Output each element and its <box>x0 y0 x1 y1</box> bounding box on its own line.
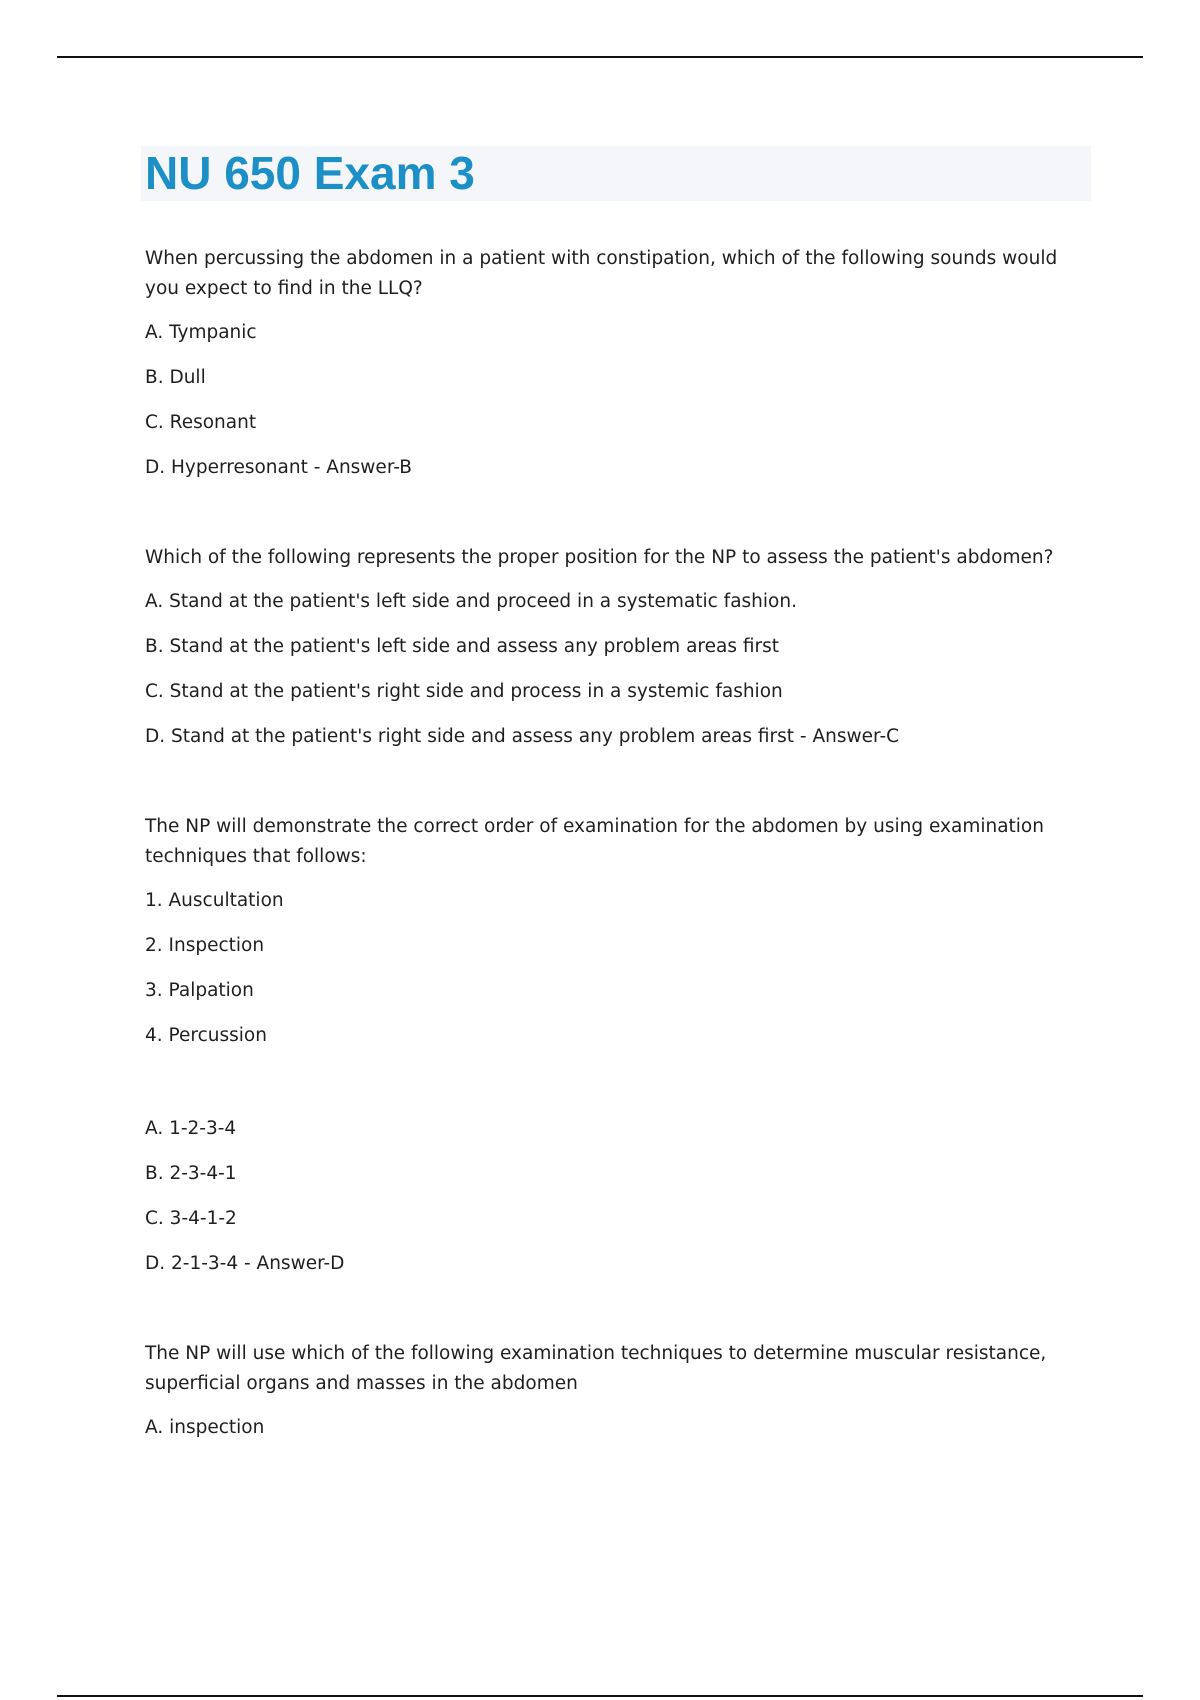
document-body <box>145 244 1095 1503</box>
technique-item: 1. Auscultation <box>145 890 284 911</box>
answer-option: A. Stand at the patient's left side and proceed in a systematic fashion. <box>145 591 797 612</box>
technique-item: 2. Inspection <box>145 935 265 956</box>
answer-option: D. Hyperresonant - Answer-B <box>145 457 412 478</box>
answer-option: B. Dull <box>145 367 206 388</box>
answer-option: D. 2-1-3-4 - Answer-D <box>145 1253 345 1274</box>
question-3 <box>145 812 1095 1279</box>
answer-option: A. 1-2-3-4 <box>145 1118 237 1139</box>
answer-option: B. Stand at the patient's left side and assess any problem areas first <box>145 636 779 657</box>
answer-option: C. Stand at the patient's right side and process in a systemic fashion <box>145 681 783 702</box>
answer-option: B. 2-3-4-1 <box>145 1163 237 1184</box>
spacer <box>145 1066 1095 1114</box>
answer-option: A. Tympanic <box>145 322 257 343</box>
document-title: NU 650 Exam 3 <box>145 147 475 199</box>
technique-item: 3. Palpation <box>145 980 254 1001</box>
question-4 <box>145 1339 1095 1443</box>
question-stem: The NP will demonstrate the correct order of examination for the abdomen by using examination techniques that follows: <box>145 816 1044 867</box>
technique-item: 4. Percussion <box>145 1025 267 1046</box>
bottom-rule <box>57 1695 1143 1697</box>
answer-option: D. Stand at the patient's right side and assess any problem areas first - Answer-C <box>145 726 900 747</box>
question-stem: When percussing the abdomen in a patient with constipation, which of the following sounds would you expect to find in the LLQ? <box>145 248 1058 299</box>
answer-option: A. inspection <box>145 1417 265 1438</box>
top-rule <box>57 56 1143 58</box>
answer-option: C. 3-4-1-2 <box>145 1208 237 1229</box>
answer-option: C. Resonant <box>145 412 257 433</box>
question-stem: The NP will use which of the following examination techniques to determine muscular resistance, superficial organs and masses in the abdomen <box>145 1343 1047 1394</box>
question-1 <box>145 244 1095 483</box>
question-2 <box>145 543 1095 752</box>
question-stem: Which of the following represents the proper position for the NP to assess the patient's abdomen? <box>145 547 1054 568</box>
